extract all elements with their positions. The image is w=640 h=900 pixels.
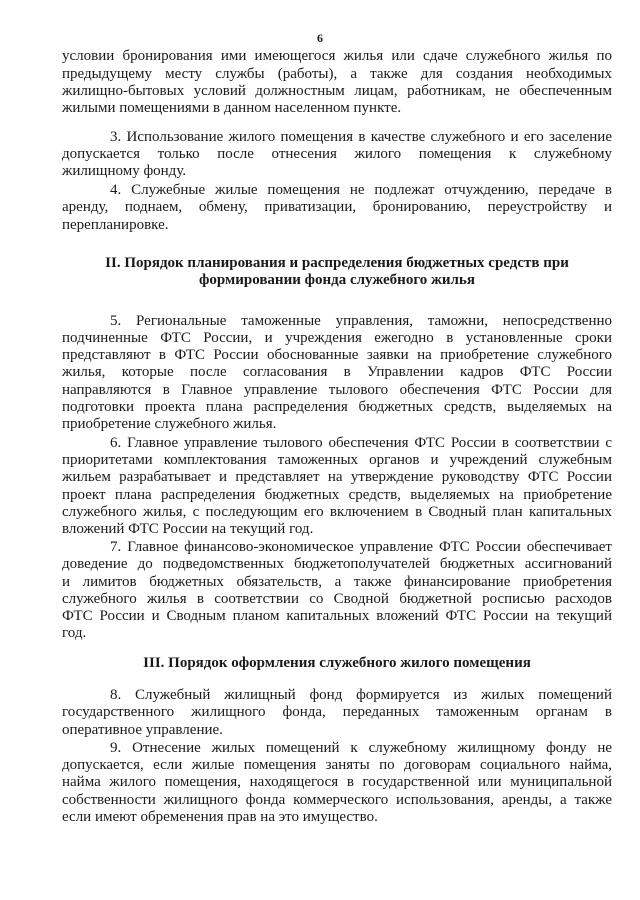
- paragraph-line: служебного жилья в соответствии со Сводной бюджетной росписью расходов: [62, 591, 612, 607]
- paragraph-line: найма жилого помещения, находящегося в государственной или муниципальной: [62, 774, 612, 790]
- paragraph-line: представляют в ФТС России обоснованные заявки на приобретение служебного: [62, 347, 612, 363]
- page-number: 6: [317, 31, 323, 45]
- paragraph-line: собственности жилищного фонда коммерческого использования, аренды, а также: [62, 792, 612, 808]
- paragraph-line: допускается, если жилые помещения заняты по договорам социального найма,: [62, 757, 612, 773]
- paragraph-line: оперативное управление.: [62, 722, 223, 738]
- paragraph-line: государственного жилищного фонда, переданных таможенным органам в: [62, 704, 612, 720]
- paragraph-line: 8. Служебный жилищный фонд формируется из жилых помещений: [110, 687, 612, 703]
- paragraph-line: 7. Главное финансово-экономическое управление ФТС России обеспечивает: [110, 539, 612, 555]
- paragraph-line: направляются в Главное управление тылового обеспечения ФТС России для: [62, 382, 612, 398]
- paragraph-line: 3. Использование жилого помещения в качестве служебного и его заселение: [110, 129, 612, 145]
- paragraph-line: жилыми помещениями в данном населенном пункте.: [62, 100, 402, 116]
- section-heading: формировании фонда служебного жилья: [199, 272, 475, 288]
- paragraph-line: доведение до подведомственных бюджетополучателей бюджетных ассигнований: [62, 556, 612, 572]
- paragraph-line: проект плана распределения бюджетных средств, выделяемых на приобретение: [62, 487, 612, 503]
- paragraph-line: жилищному фонду.: [62, 163, 187, 179]
- paragraph-line: если имеют обременения прав на это имущество.: [62, 809, 378, 825]
- paragraph-line: приобретение служебного жилья.: [62, 416, 277, 432]
- paragraph-line: и лимитов бюджетных обязательств, а также финансирование приобретения: [62, 574, 612, 590]
- paragraph-line: аренду, поднаем, обмену, приватизации, бронированию, переустройству и: [62, 199, 612, 215]
- paragraph-line: жилья, которые после согласования в Управлении кадров ФТС России: [62, 364, 612, 380]
- paragraph-line: 5. Региональные таможенные управления, таможни, непосредственно: [110, 313, 612, 329]
- paragraph-line: год.: [62, 625, 87, 641]
- paragraph-line: жильем разрабатывает и представляет на утверждение руководству ФТС России: [62, 469, 612, 485]
- paragraph-line: 4. Служебные жилые помещения не подлежат отчуждению, передаче в: [110, 182, 612, 198]
- section-heading: II. Порядок планирования и распределения бюджетных средств при: [105, 255, 569, 271]
- paragraph-line: жилищно-бытовых условий должностным лицам, работникам, не обеспеченным: [62, 83, 612, 99]
- paragraph-line: предыдущему месту службы (работы), а также для создания необходимых: [62, 66, 612, 82]
- paragraph-line: подготовки проекта плана распределения бюджетных средств, выделяемых на: [62, 399, 612, 415]
- paragraph-line: 6. Главное управление тылового обеспечения ФТС России в соответствии с: [110, 435, 612, 451]
- paragraph-line: условии бронирования ими имеющегося жилья или сдаче служебного жилья по: [62, 48, 612, 64]
- paragraph-line: служебного жилья, с последующим его включением в Сводный план капитальных: [62, 504, 612, 520]
- paragraph-line: допускается только после отнесения жилого помещения к служебному: [62, 146, 612, 162]
- paragraph-line: ФТС России и Сводным планом капитальных вложений ФТС России на текущий: [62, 608, 612, 624]
- paragraph-line: подчиненные ФТС России, и учреждения ежегодно в установленные сроки: [62, 330, 612, 346]
- paragraph-line: приоритетами комплектования таможенных органов и учреждений служебным: [62, 452, 612, 468]
- section-heading: III. Порядок оформления служебного жилого помещения: [143, 655, 531, 671]
- paragraph-line: 9. Отнесение жилых помещений к служебному жилищному фонду не: [110, 740, 612, 756]
- paragraph-line: перепланировке.: [62, 217, 169, 233]
- paragraph-line: вложений ФТС России на текущий год.: [62, 521, 314, 537]
